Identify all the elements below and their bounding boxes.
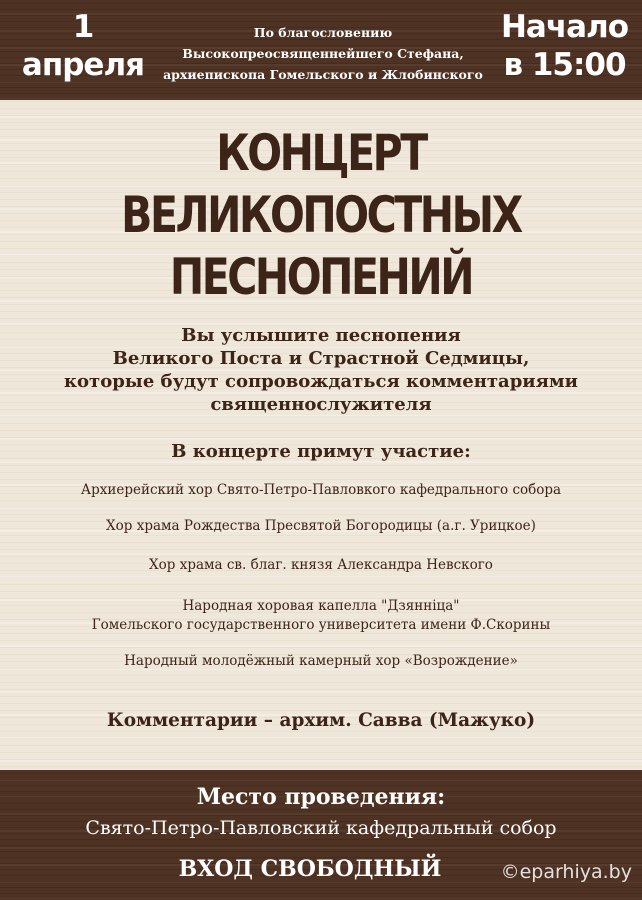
blessing-line: Высокопреосвященнейшего Стефана,: [182, 46, 464, 61]
title-line: ПЕСНОПЕНИЙ: [169, 248, 473, 306]
choir-item: [0, 556, 642, 575]
intro-line: Великого Поста и Страстной Седмицы,: [112, 348, 530, 369]
event-date: [18, 8, 148, 84]
choir-item: [0, 597, 642, 635]
start-time-value: в 15:00: [503, 47, 626, 83]
date-day: 1: [72, 9, 94, 45]
blessing-line: архиепископа Гомельского и Жлобинского: [163, 67, 483, 82]
blessing-text: [148, 22, 498, 85]
intro-line: Вы услышите песнопения: [181, 325, 461, 346]
commentary-credit: Комментарии – архим. Савва (Мажуко): [106, 710, 536, 731]
date-month: апреля: [21, 47, 145, 83]
choir-line: Народная хоровая капелла "Дзянніца": [182, 598, 460, 614]
choir-line: Народный молодёжный камерный хор «Возрождение»: [124, 653, 518, 669]
venue-name: Свято-Петро-Павловский кафедральный собор: [85, 817, 557, 839]
intro-line: которые будут сопровождаться комментариями: [64, 371, 578, 392]
free-entry-label: ВХОД СВОБОДНЫЙ: [178, 856, 442, 882]
venue-heading: Место проведения:: [196, 784, 446, 810]
choir-item: [0, 481, 642, 500]
choir-line: Архиерейский хор Свято-Петро-Павловкого кафедрального собора: [80, 482, 562, 498]
choir-item: [0, 517, 642, 536]
intro-text: [0, 324, 642, 416]
choir-item: [0, 652, 642, 671]
participants-heading: В концерте примут участие:: [171, 441, 471, 462]
watermark: ©eparhiya.by: [500, 861, 632, 883]
choir-line: Хор храма св. благ. князя Александра Невского: [149, 557, 493, 573]
poster-title: [0, 122, 642, 308]
blessing-line: По благословению: [253, 25, 393, 40]
intro-line: священнослужителя: [210, 394, 432, 415]
title-line: КОНЦЕРТ: [216, 124, 426, 182]
choir-line: Гомельского государственного университета имени Ф.Скорины: [91, 617, 551, 633]
start-label: Начало: [500, 9, 629, 45]
title-line: ВЕЛИКОПОСТНЫХ: [121, 186, 521, 244]
choir-line: Хор храма Рождества Пресвятой Богородицы (а.г. Урицкое): [106, 518, 536, 534]
start-time: [497, 8, 632, 84]
